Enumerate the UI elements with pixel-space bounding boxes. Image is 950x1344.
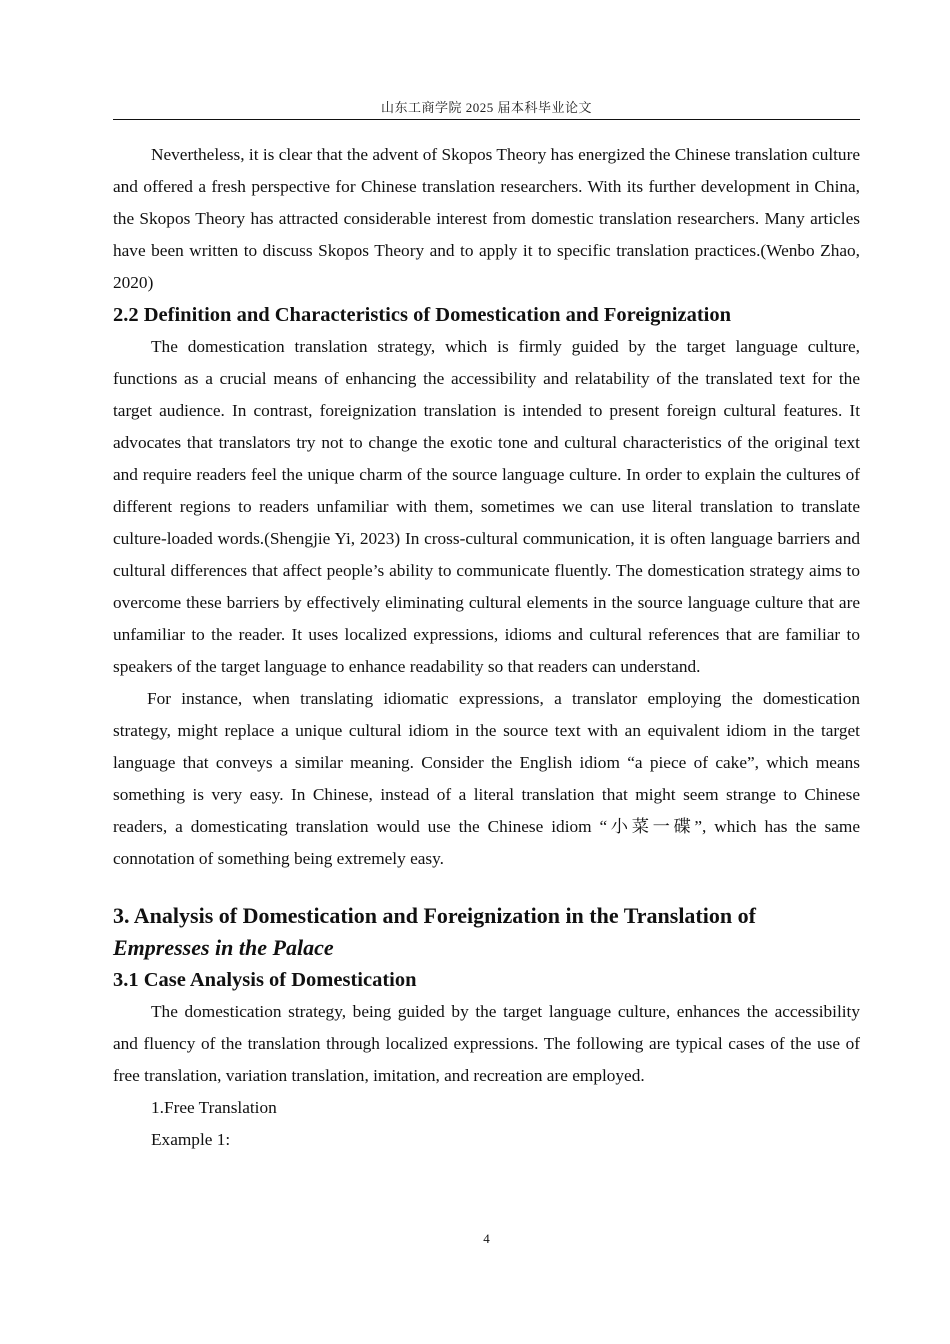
paragraph: The domestication strategy, being guided by the target language culture, enhances the accessibility and fluency of the translation through localized expressions. The following are typical cases of the use of free translation, variation translation, imitation, and recreation are employed. bbox=[113, 1002, 860, 1085]
paragraph: Nevertheless, it is clear that the advent of Skopos Theory has energized the Chinese translation culture and offered a fresh perspective for Chinese translation researchers. With its further development in China, the Skopos Theory has attracted considerable interest from domestic translation researchers. Many articles have been written to discuss Skopos Theory and to apply it to specific translation practices.(Wenbo Zhao, 2020) bbox=[113, 145, 860, 292]
paragraph: For instance, when translating idiomatic expressions, a translator employing the domestication strategy, might replace a unique cultural idiom in the source text with an equivalent idiom in the target language that conveys a similar meaning. Consider the English idiom “a piece of cake”, which means something is very easy. In Chinese, instead of a literal translation that might seem strange to Chinese readers, a domesticating translation would use the Chinese idiom “小菜一碟”, which has the same connotation of something being extremely easy. bbox=[113, 689, 860, 868]
section-heading-3-1: 3.1 Case Analysis of Domestication bbox=[113, 969, 417, 991]
work-title: Empresses in the Palace bbox=[113, 935, 334, 960]
list-item: 1.Free Translation bbox=[151, 1098, 277, 1117]
section-heading-3 bbox=[113, 900, 860, 964]
example-label: Example 1: bbox=[151, 1130, 231, 1149]
section-heading-2-2: 2.2 Definition and Characteristics of Domestication and Foreignization bbox=[113, 304, 731, 326]
page-number: 4 bbox=[483, 1231, 490, 1246]
paragraph: The domestication translation strategy, which is firmly guided by the target language culture, functions as a crucial means of enhancing the accessibility and relatability of the translated text for the target audience. In contrast, foreignization translation is intended to present foreign cultural features. It advocates that translators try not to change the exotic tone and cultural characteristics of the original text and require readers feel the unique charm of the source language culture. In order to explain the cultures of different regions to readers unfamiliar with them, sometimes we can use literal translation to translate culture-loaded words.(Shengjie Yi, 2023) In cross-cultural communication, it is often language barriers and cultural differences that affect people’s ability to communicate fluently. The domestication strategy aims to overcome these barriers by effectively eliminating cultural elements in the source language culture that are unfamiliar to the reader. It uses localized expressions, idioms and cultural references that are familiar to speakers of the target language to enhance readability so that readers can understand. bbox=[113, 337, 860, 676]
page-body bbox=[113, 139, 860, 1156]
section-heading-3-prefix: 3. Analysis of Domestication and Foreignization in the Translation of bbox=[113, 903, 756, 928]
running-header: 山东工商学院 2025 届本科毕业论文 bbox=[380, 100, 592, 115]
spacer bbox=[113, 875, 860, 900]
header-rule bbox=[113, 119, 860, 120]
